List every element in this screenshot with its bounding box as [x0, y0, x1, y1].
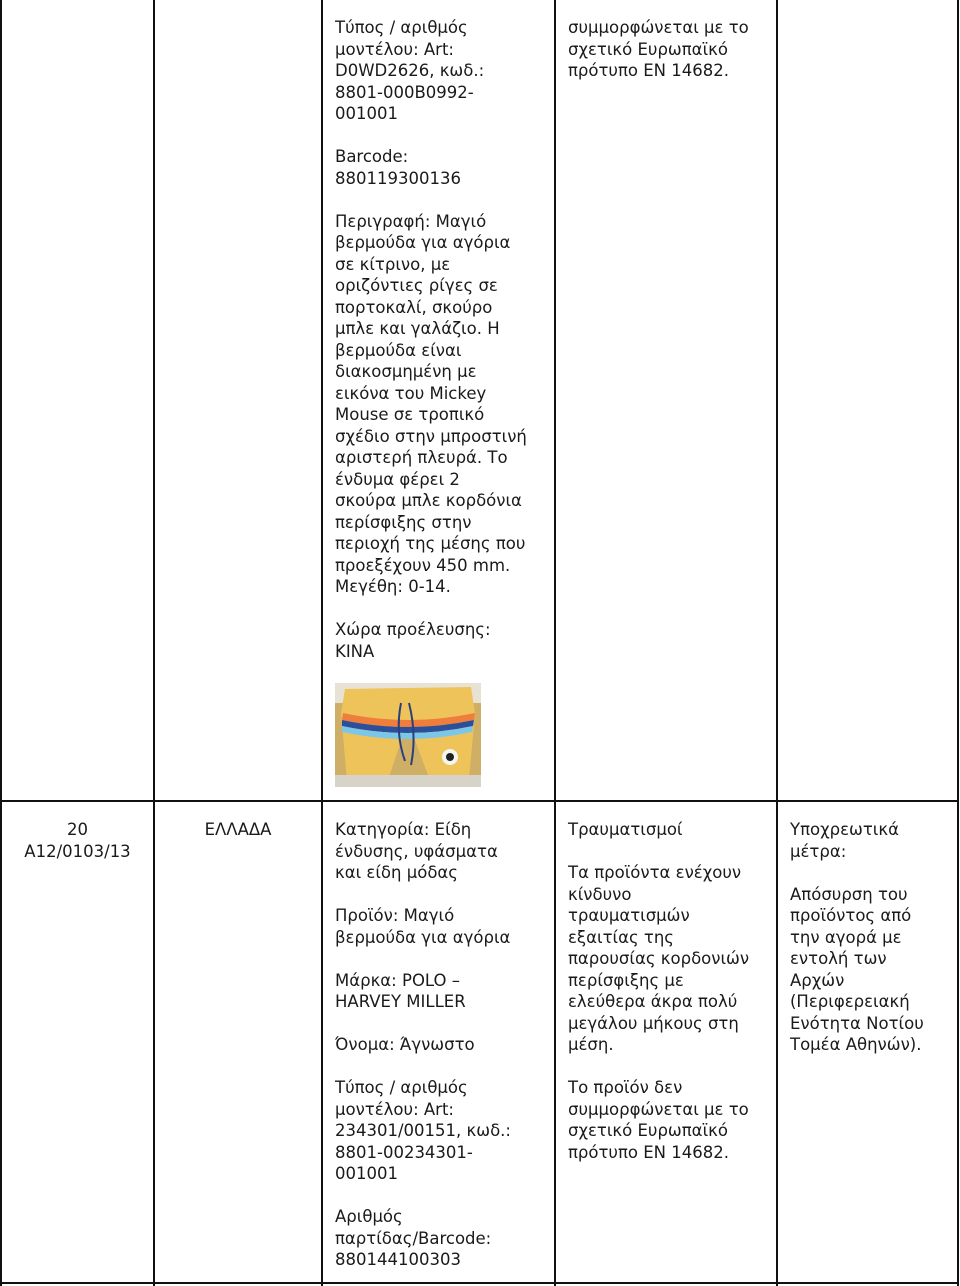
row2-risk-cell — [568, 819, 773, 1163]
model-number: Τύπος / αριθμός μοντέλου: Art: D0WD2626, κωδ.: 8801-000B0992- 001001 — [335, 18, 485, 123]
table-border-left — [0, 0, 2, 1286]
row2-number-cell — [2, 819, 153, 862]
measures-label: Υποχρεωτικά μέτρα: — [790, 820, 899, 861]
product-name: Όνομα: Άγνωστο — [335, 1035, 475, 1054]
bermuda-shorts-image — [335, 683, 481, 787]
measures-taken: Απόσυρση του προϊόντος από την αγορά με εντολή των Αρχών (Περιφερειακή Ενότητα Νοτίου Τομέα Αθηνών). — [790, 884, 924, 1054]
product-category: Κατηγορία: Είδη ένδυσης, υφάσματα και είδη μόδας — [335, 820, 498, 882]
standard-compliance: Το προϊόν δεν συμμορφώνεται με το σχετικό Ευρωπαϊκό πρότυπο ΕΝ 14682. — [568, 1078, 749, 1162]
table-border-right — [957, 0, 959, 1286]
column-divider — [776, 0, 778, 1286]
row2-measures-cell — [790, 819, 955, 1056]
notifying-country: ΕΛΛΑΔΑ — [204, 820, 272, 839]
column-divider — [153, 0, 155, 1286]
row-divider — [0, 800, 959, 802]
column-divider — [321, 0, 323, 1286]
row2-country-cell — [155, 819, 321, 841]
barcode: Barcode: 880119300136 — [335, 147, 461, 188]
batch-barcode: Αριθμός παρτίδας/Barcode: 880144100303 — [335, 1207, 492, 1269]
column-divider — [554, 0, 556, 1286]
risk-description: Τα προϊόντα ενέχουν κίνδυνο τραυματισμών εξαιτίας της παρουσίας κορδονιών περίσφιξης με ελεύθερα άκρα πολύ μεγάλου μήκους στη μέση. — [568, 863, 750, 1054]
product-description: Περιγραφή: Μαγιό βερμούδα για αγόρια σε κίτρινο, με οριζόντιες ρίγες σε πορτοκαλί, σκούρο μπλε και γαλάζιο. Η βερμούδα είναι διακοσμημένη με εικόνα του Mickey Mouse σε τροπικό σχέδιο στην μπροστινή αριστερή πλευρά. Το ένδυμα φέρει 2 σκούρα μπλε κορδόνια περίσφιξης στην περιοχή της μέσης που προεξέχουν 450 mm. Μεγέθη: 0-14. — [335, 211, 527, 596]
row1-product-cell — [335, 17, 550, 662]
country-of-origin: Χώρα προέλευσης: ΚΙΝΑ — [335, 620, 491, 661]
row2-product-cell — [335, 819, 550, 1271]
product-brand: Μάρκα: POLO – HARVEY MILLER — [335, 970, 466, 1011]
notification-number: 20 A12/0103/13 — [24, 820, 131, 861]
product-photo — [335, 683, 481, 787]
standard-compliance: συμμορφώνεται με το σχετικό Ευρωπαϊκό πρότυπο ΕΝ 14682. — [568, 18, 749, 80]
table-border-bottom — [0, 1282, 959, 1284]
model-number: Τύπος / αριθμός μοντέλου: Art: 234301/00151, κωδ.: 8801-00234301- 001001 — [335, 1078, 511, 1183]
risk-type: Τραυματισμοί — [568, 820, 683, 839]
row1-risk-cell — [568, 17, 773, 82]
product-type: Προϊόν: Μαγιό βερμούδα για αγόρια — [335, 906, 511, 947]
